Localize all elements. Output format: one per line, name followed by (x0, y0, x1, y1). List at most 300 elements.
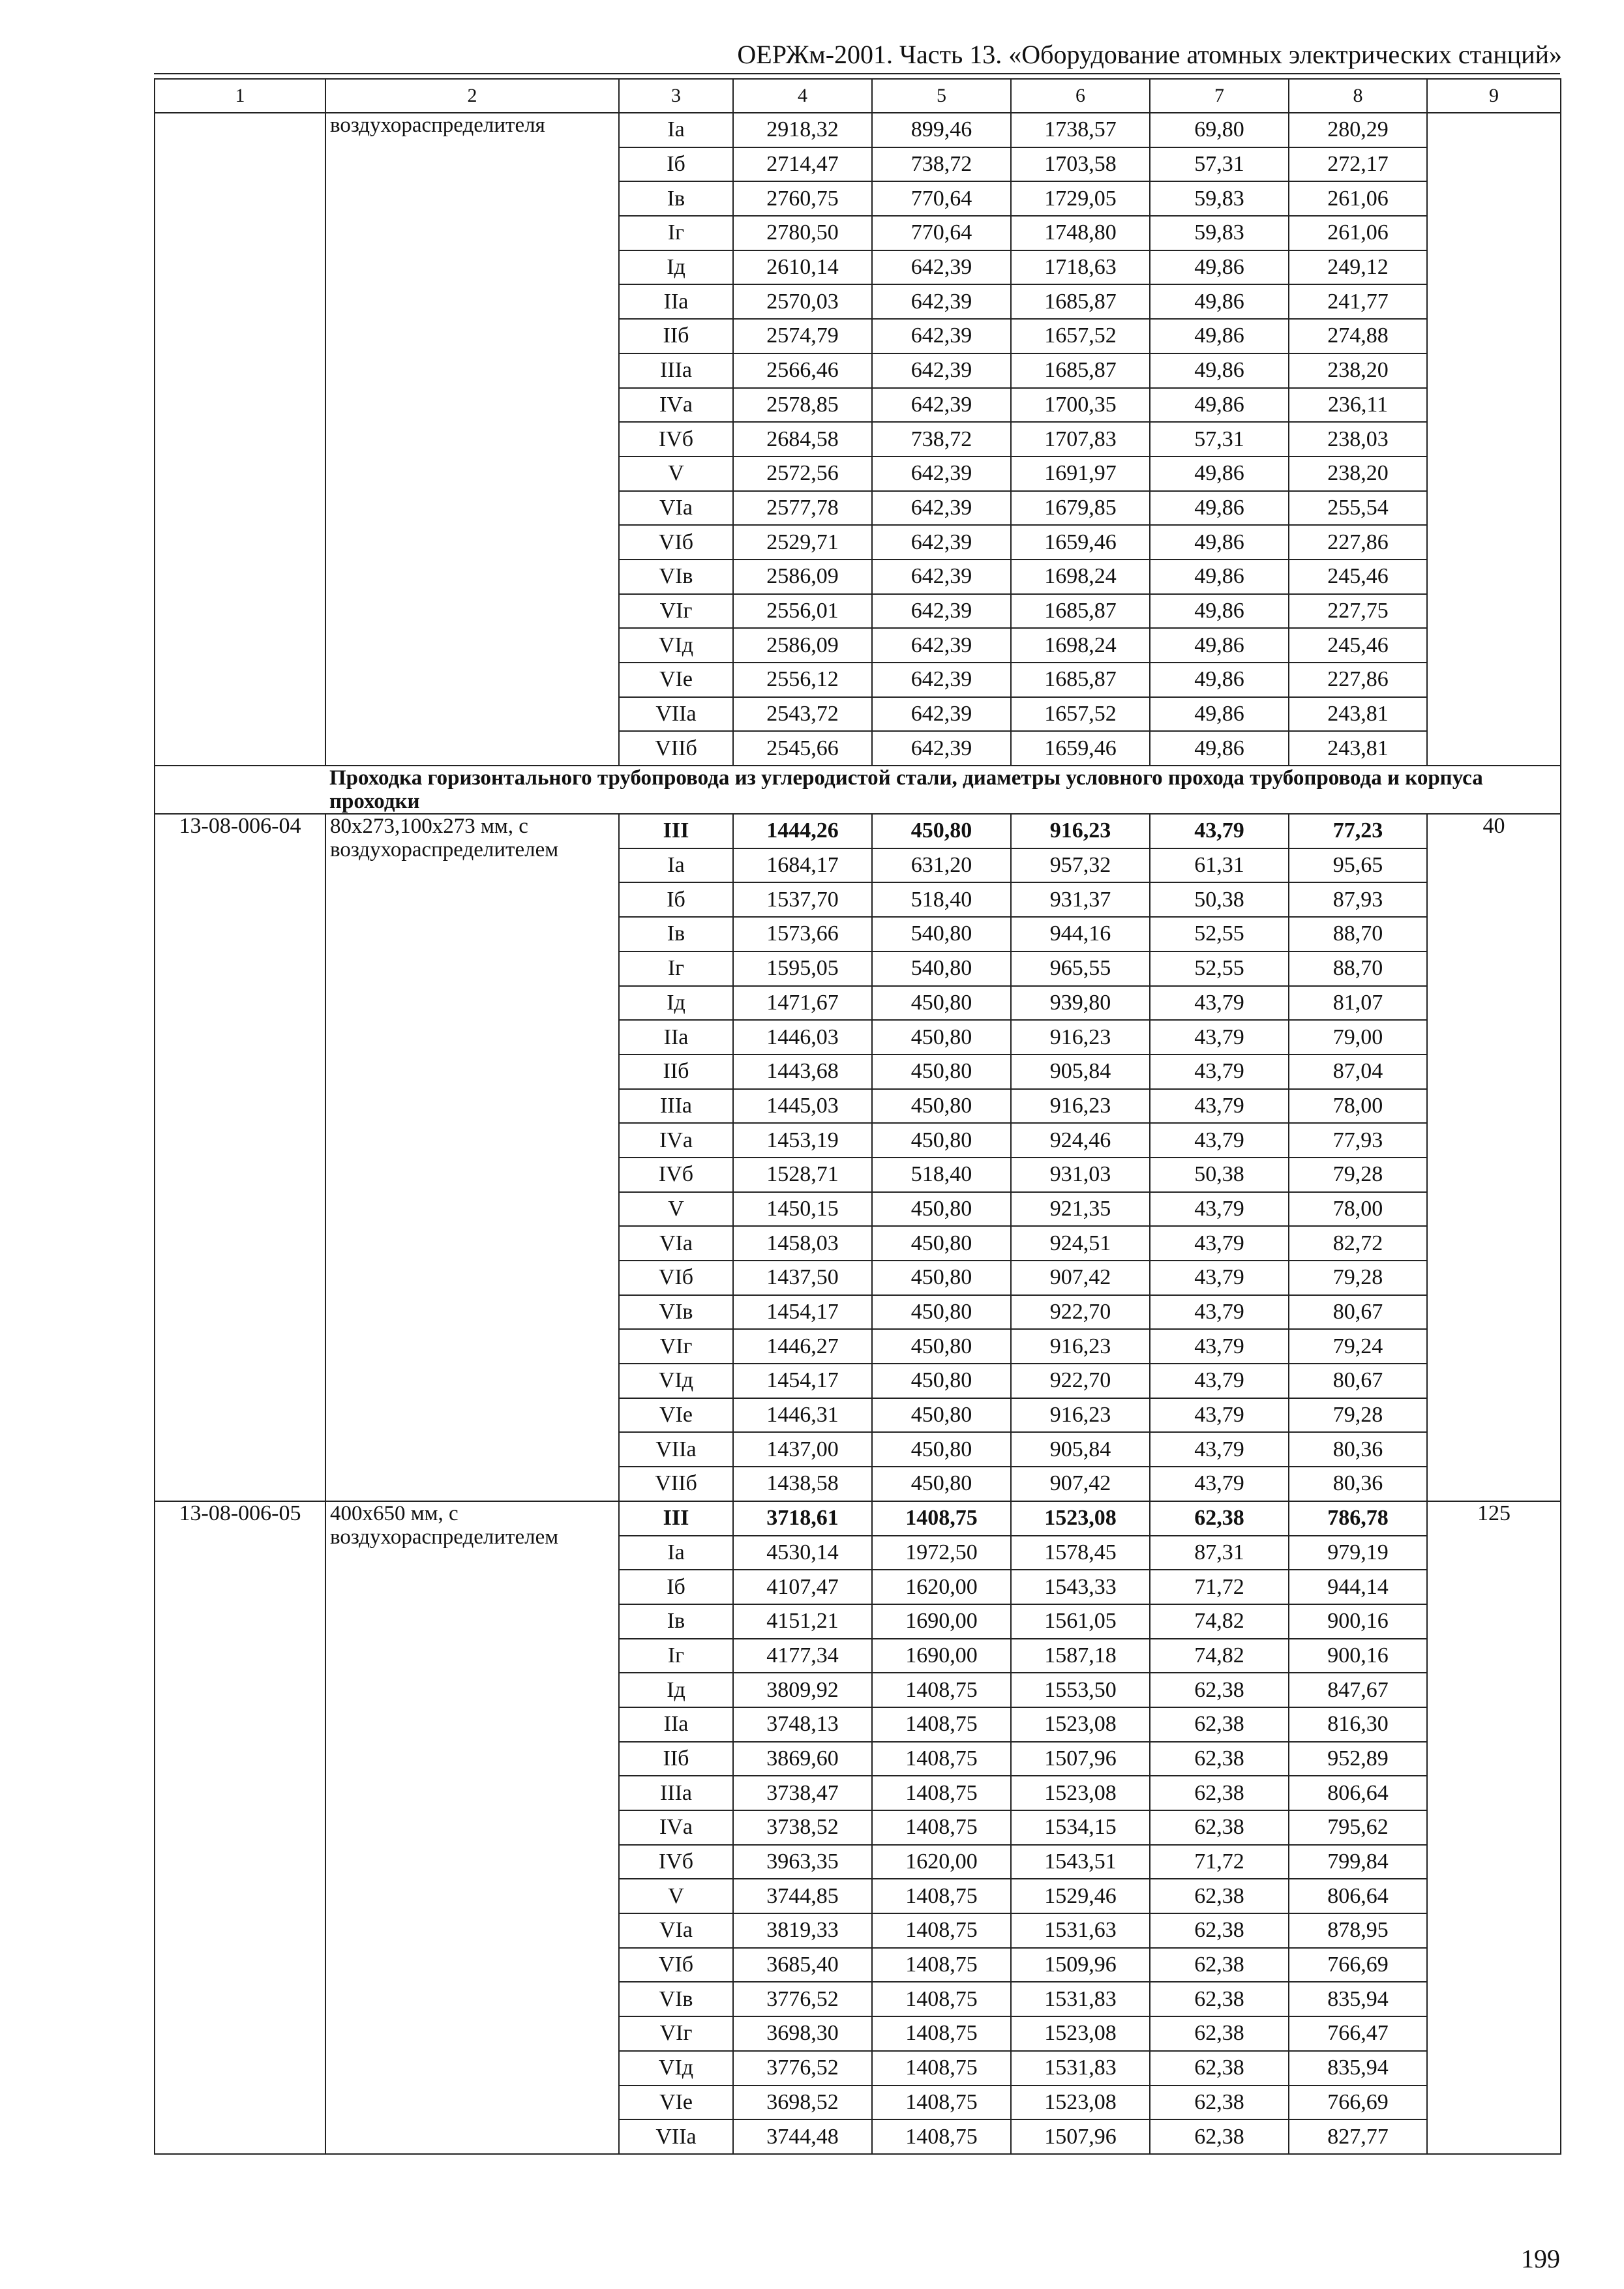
labor-cost: 642,39 (872, 284, 1011, 319)
column-number: 4 (733, 79, 872, 113)
machinist-wage: 43,79 (1150, 1055, 1289, 1089)
material-cost: 766,47 (1289, 2016, 1427, 2051)
section-heading-spacer (155, 766, 325, 814)
section-heading-row (155, 766, 1561, 814)
zone-code: Iа (619, 848, 733, 883)
zone-code: V (619, 1879, 733, 1913)
machinist-wage: 49,86 (1150, 319, 1289, 353)
zone-code: Iв (619, 1604, 733, 1639)
zone-code: VIд (619, 2051, 733, 2086)
total-cost: 2556,12 (733, 663, 872, 697)
labor-cost: 450,80 (872, 1226, 1011, 1261)
machinist-wage: 52,55 (1150, 951, 1289, 986)
zone-code: IVа (619, 388, 733, 423)
item-name: воздухораспределителя (325, 113, 619, 766)
zone-code: IVб (619, 1845, 733, 1879)
zone-code: IIа (619, 1020, 733, 1055)
total-cost: 3776,52 (733, 1982, 872, 2016)
machinist-wage: 57,31 (1150, 147, 1289, 182)
material-cost: 766,69 (1289, 1948, 1427, 1982)
material-cost: 786,78 (1289, 1501, 1427, 1536)
zone-code: III (619, 814, 733, 848)
machine-cost: 1578,45 (1011, 1536, 1150, 1570)
labor-cost: 1408,75 (872, 1879, 1011, 1913)
material-cost: 816,30 (1289, 1707, 1427, 1742)
zone-code: VIб (619, 1948, 733, 1982)
machine-cost: 1587,18 (1011, 1639, 1150, 1673)
price-table (154, 78, 1561, 2155)
column-number: 8 (1289, 79, 1427, 113)
total-cost: 2760,75 (733, 181, 872, 216)
machine-cost: 1523,08 (1011, 1501, 1150, 1536)
material-cost: 255,54 (1289, 491, 1427, 526)
total-cost: 1528,71 (733, 1158, 872, 1192)
total-cost: 2578,85 (733, 388, 872, 423)
machinist-wage: 43,79 (1150, 814, 1289, 848)
labor-cost: 738,72 (872, 147, 1011, 182)
labor-cost: 450,80 (872, 1467, 1011, 1501)
machinist-wage: 43,79 (1150, 1123, 1289, 1158)
machinist-wage: 71,72 (1150, 1570, 1289, 1604)
machine-cost: 1507,96 (1011, 2119, 1150, 2154)
labor-cost: 642,39 (872, 697, 1011, 732)
zone-code: Iв (619, 917, 733, 951)
labor-cost: 1972,50 (872, 1536, 1011, 1570)
machine-cost: 1707,83 (1011, 422, 1150, 456)
material-cost: 238,20 (1289, 353, 1427, 388)
labor-cost: 450,80 (872, 1089, 1011, 1124)
zone-code: V (619, 456, 733, 491)
material-cost: 799,84 (1289, 1845, 1427, 1879)
machinist-wage: 49,86 (1150, 560, 1289, 594)
machinist-wage: 50,38 (1150, 882, 1289, 917)
total-cost: 3809,92 (733, 1673, 872, 1707)
labor-cost: 450,80 (872, 986, 1011, 1021)
machine-cost: 1685,87 (1011, 663, 1150, 697)
machine-cost: 1738,57 (1011, 113, 1150, 147)
labor-cost: 642,39 (872, 525, 1011, 560)
zone-code: Iг (619, 951, 733, 986)
machinist-wage: 49,86 (1150, 456, 1289, 491)
machinist-wage: 74,82 (1150, 1604, 1289, 1639)
total-cost: 1437,50 (733, 1261, 872, 1295)
material-cost: 806,64 (1289, 1879, 1427, 1913)
material-cost: 900,16 (1289, 1639, 1427, 1673)
material-cost: 227,86 (1289, 663, 1427, 697)
zone-code: VIIа (619, 1432, 733, 1467)
labor-cost: 1408,75 (872, 1707, 1011, 1742)
machinist-wage: 49,86 (1150, 731, 1289, 766)
machinist-wage: 43,79 (1150, 1329, 1289, 1364)
column-number: 1 (155, 79, 325, 113)
material-cost: 979,19 (1289, 1536, 1427, 1570)
labor-cost: 1408,75 (872, 1501, 1011, 1536)
total-cost: 2586,09 (733, 628, 872, 663)
zone-code: Iд (619, 250, 733, 285)
labor-cost: 1408,75 (872, 2119, 1011, 2154)
machine-cost: 1685,87 (1011, 594, 1150, 629)
material-cost: 900,16 (1289, 1604, 1427, 1639)
material-cost: 766,69 (1289, 2086, 1427, 2120)
material-cost: 79,24 (1289, 1329, 1427, 1364)
machinist-wage: 62,38 (1150, 1982, 1289, 2016)
machine-cost: 944,16 (1011, 917, 1150, 951)
machine-cost: 1659,46 (1011, 731, 1150, 766)
machinist-wage: 43,79 (1150, 1398, 1289, 1433)
column-number: 6 (1011, 79, 1150, 113)
labor-cost: 899,46 (872, 113, 1011, 147)
machine-cost: 1543,51 (1011, 1845, 1150, 1879)
total-cost: 1446,31 (733, 1398, 872, 1433)
machine-cost: 1523,08 (1011, 1776, 1150, 1810)
material-cost: 835,94 (1289, 2051, 1427, 2086)
zone-code: VIг (619, 2016, 733, 2051)
zone-code: VIб (619, 1261, 733, 1295)
labor-cost: 1408,75 (872, 1948, 1011, 1982)
machinist-wage: 62,38 (1150, 1913, 1289, 1948)
machine-cost: 916,23 (1011, 814, 1150, 848)
total-cost: 3738,47 (733, 1776, 872, 1810)
total-cost: 1446,03 (733, 1020, 872, 1055)
header-divider (154, 73, 1560, 74)
total-cost: 1444,26 (733, 814, 872, 848)
total-cost: 3748,13 (733, 1707, 872, 1742)
machinist-wage: 62,38 (1150, 1501, 1289, 1536)
machine-cost: 1523,08 (1011, 2016, 1150, 2051)
machine-cost: 1698,24 (1011, 628, 1150, 663)
total-cost: 1573,66 (733, 917, 872, 951)
total-cost: 1438,58 (733, 1467, 872, 1501)
total-cost: 2545,66 (733, 731, 872, 766)
total-cost: 1454,17 (733, 1295, 872, 1330)
machine-cost: 1523,08 (1011, 1707, 1150, 1742)
material-cost: 80,67 (1289, 1364, 1427, 1398)
machinist-wage: 49,86 (1150, 388, 1289, 423)
total-cost: 3718,61 (733, 1501, 872, 1536)
zone-code: VIг (619, 1329, 733, 1364)
total-cost: 4151,21 (733, 1604, 872, 1639)
column-number: 7 (1150, 79, 1289, 113)
total-cost: 3819,33 (733, 1913, 872, 1948)
document-header-title: ОЕРЖм-2001. Часть 13. «Оборудование атомных электрических станций» (737, 40, 1562, 69)
labor-cost: 642,39 (872, 250, 1011, 285)
material-cost: 241,77 (1289, 284, 1427, 319)
total-cost: 1537,70 (733, 882, 872, 917)
zone-code: VIв (619, 1982, 733, 2016)
machine-cost: 921,35 (1011, 1192, 1150, 1227)
zone-code: Iг (619, 216, 733, 250)
machine-cost: 1685,87 (1011, 353, 1150, 388)
table-row (155, 1501, 1561, 1536)
machinist-wage: 62,38 (1150, 2051, 1289, 2086)
machinist-wage: 62,38 (1150, 2016, 1289, 2051)
material-cost: 77,23 (1289, 814, 1427, 848)
total-cost: 2610,14 (733, 250, 872, 285)
machinist-wage: 49,86 (1150, 594, 1289, 629)
machine-cost: 931,37 (1011, 882, 1150, 917)
item-code (155, 113, 325, 766)
total-cost: 2556,01 (733, 594, 872, 629)
machine-cost: 1698,24 (1011, 560, 1150, 594)
zone-code: IIб (619, 319, 733, 353)
zone-code: VIб (619, 525, 733, 560)
material-cost: 878,95 (1289, 1913, 1427, 1948)
zone-code: VIа (619, 1226, 733, 1261)
material-cost: 87,04 (1289, 1055, 1427, 1089)
total-cost: 2574,79 (733, 319, 872, 353)
machinist-wage: 61,31 (1150, 848, 1289, 883)
material-cost: 795,62 (1289, 1810, 1427, 1845)
machinist-wage: 62,38 (1150, 1673, 1289, 1707)
labor-cost: 1408,75 (872, 1913, 1011, 1948)
machinist-wage: 69,80 (1150, 113, 1289, 147)
labor-cost: 1408,75 (872, 1742, 1011, 1776)
machine-cost: 1529,46 (1011, 1879, 1150, 1913)
total-cost: 4177,34 (733, 1639, 872, 1673)
column-number-row (155, 79, 1561, 113)
zone-code: VIIа (619, 697, 733, 732)
zone-code: Iб (619, 1570, 733, 1604)
machinist-wage: 71,72 (1150, 1845, 1289, 1879)
zone-code: VIIа (619, 2119, 733, 2154)
equipment-price: 40 (1427, 814, 1561, 1501)
machine-cost: 922,70 (1011, 1295, 1150, 1330)
total-cost: 3869,60 (733, 1742, 872, 1776)
machine-cost: 1700,35 (1011, 388, 1150, 423)
material-cost: 238,03 (1289, 422, 1427, 456)
machinist-wage: 43,79 (1150, 1467, 1289, 1501)
total-cost: 2529,71 (733, 525, 872, 560)
zone-code: VIIб (619, 731, 733, 766)
labor-cost: 450,80 (872, 1020, 1011, 1055)
material-cost: 245,46 (1289, 628, 1427, 663)
material-cost: 243,81 (1289, 697, 1427, 732)
column-number: 2 (325, 79, 619, 113)
machine-cost: 1729,05 (1011, 181, 1150, 216)
machinist-wage: 43,79 (1150, 1020, 1289, 1055)
labor-cost: 1408,75 (872, 1810, 1011, 1845)
zone-code: III (619, 1501, 733, 1536)
machine-cost: 965,55 (1011, 951, 1150, 986)
machine-cost: 905,84 (1011, 1055, 1150, 1089)
machinist-wage: 62,38 (1150, 2119, 1289, 2154)
labor-cost: 450,80 (872, 814, 1011, 848)
machinist-wage: 43,79 (1150, 1261, 1289, 1295)
total-cost: 1453,19 (733, 1123, 872, 1158)
total-cost: 3738,52 (733, 1810, 872, 1845)
total-cost: 3698,52 (733, 2086, 872, 2120)
material-cost: 87,93 (1289, 882, 1427, 917)
machine-cost: 1718,63 (1011, 250, 1150, 285)
table-body (155, 79, 1561, 2154)
machinist-wage: 62,38 (1150, 1810, 1289, 1845)
total-cost: 1595,05 (733, 951, 872, 986)
labor-cost: 1620,00 (872, 1845, 1011, 1879)
machine-cost: 1703,58 (1011, 147, 1150, 182)
machinist-wage: 49,86 (1150, 697, 1289, 732)
zone-code: VIв (619, 560, 733, 594)
machinist-wage: 62,38 (1150, 1776, 1289, 1810)
zone-code: IVа (619, 1810, 733, 1845)
item-code: 13-08-006-04 (155, 814, 325, 1501)
machinist-wage: 49,86 (1150, 284, 1289, 319)
machine-cost: 1509,96 (1011, 1948, 1150, 1982)
machine-cost: 957,32 (1011, 848, 1150, 883)
labor-cost: 770,64 (872, 216, 1011, 250)
machine-cost: 1523,08 (1011, 2086, 1150, 2120)
labor-cost: 450,80 (872, 1432, 1011, 1467)
machinist-wage: 43,79 (1150, 1089, 1289, 1124)
labor-cost: 450,80 (872, 1123, 1011, 1158)
machine-cost: 916,23 (1011, 1398, 1150, 1433)
machinist-wage: 52,55 (1150, 917, 1289, 951)
labor-cost: 631,20 (872, 848, 1011, 883)
zone-code: VIа (619, 491, 733, 526)
material-cost: 944,14 (1289, 1570, 1427, 1604)
zone-code: IIIа (619, 1776, 733, 1810)
total-cost: 2570,03 (733, 284, 872, 319)
total-cost: 2543,72 (733, 697, 872, 732)
equipment-price: 125 (1427, 1501, 1561, 2154)
equipment-price (1427, 113, 1561, 766)
total-cost: 1454,17 (733, 1364, 872, 1398)
labor-cost: 1408,75 (872, 1982, 1011, 2016)
machine-cost: 916,23 (1011, 1020, 1150, 1055)
table-row (155, 814, 1561, 848)
material-cost: 847,67 (1289, 1673, 1427, 1707)
material-cost: 80,36 (1289, 1432, 1427, 1467)
material-cost: 78,00 (1289, 1192, 1427, 1227)
total-cost: 1458,03 (733, 1226, 872, 1261)
section-heading: Проходка горизонтального трубопровода из углеродистой стали, диаметры условного прохода трубопровода и корпуса проходки (325, 766, 1561, 814)
zone-code: VIIб (619, 1467, 733, 1501)
machinist-wage: 43,79 (1150, 1364, 1289, 1398)
material-cost: 79,28 (1289, 1261, 1427, 1295)
material-cost: 249,12 (1289, 250, 1427, 285)
machine-cost: 1657,52 (1011, 319, 1150, 353)
zone-code: VIг (619, 594, 733, 629)
material-cost: 243,81 (1289, 731, 1427, 766)
total-cost: 3698,30 (733, 2016, 872, 2051)
total-cost: 4530,14 (733, 1536, 872, 1570)
labor-cost: 1408,75 (872, 1776, 1011, 1810)
machine-cost: 1543,33 (1011, 1570, 1150, 1604)
zone-code: VIа (619, 1913, 733, 1948)
machinist-wage: 62,38 (1150, 1879, 1289, 1913)
material-cost: 95,65 (1289, 848, 1427, 883)
total-cost: 1450,15 (733, 1192, 872, 1227)
zone-code: IIб (619, 1055, 733, 1089)
labor-cost: 518,40 (872, 1158, 1011, 1192)
material-cost: 77,93 (1289, 1123, 1427, 1158)
zone-code: IIIа (619, 353, 733, 388)
material-cost: 806,64 (1289, 1776, 1427, 1810)
zone-code: VIе (619, 663, 733, 697)
material-cost: 236,11 (1289, 388, 1427, 423)
machinist-wage: 74,82 (1150, 1639, 1289, 1673)
labor-cost: 642,39 (872, 319, 1011, 353)
material-cost: 227,75 (1289, 594, 1427, 629)
total-cost: 3685,40 (733, 1948, 872, 1982)
machine-cost: 1534,15 (1011, 1810, 1150, 1845)
machine-cost: 905,84 (1011, 1432, 1150, 1467)
machine-cost: 1531,83 (1011, 1982, 1150, 2016)
machine-cost: 922,70 (1011, 1364, 1150, 1398)
machine-cost: 1657,52 (1011, 697, 1150, 732)
machinist-wage: 49,86 (1150, 353, 1289, 388)
total-cost: 2566,46 (733, 353, 872, 388)
zone-code: VIд (619, 628, 733, 663)
machinist-wage: 62,38 (1150, 2086, 1289, 2120)
material-cost: 272,17 (1289, 147, 1427, 182)
machine-cost: 939,80 (1011, 986, 1150, 1021)
machine-cost: 924,46 (1011, 1123, 1150, 1158)
zone-code: VIд (619, 1364, 733, 1398)
machine-cost: 1553,50 (1011, 1673, 1150, 1707)
total-cost: 3744,85 (733, 1879, 872, 1913)
machine-cost: 907,42 (1011, 1467, 1150, 1501)
machinist-wage: 87,31 (1150, 1536, 1289, 1570)
total-cost: 1443,68 (733, 1055, 872, 1089)
material-cost: 79,00 (1289, 1020, 1427, 1055)
machinist-wage: 49,86 (1150, 663, 1289, 697)
material-cost: 88,70 (1289, 951, 1427, 986)
column-number: 3 (619, 79, 733, 113)
machinist-wage: 49,86 (1150, 250, 1289, 285)
material-cost: 88,70 (1289, 917, 1427, 951)
labor-cost: 450,80 (872, 1055, 1011, 1089)
machine-cost: 924,51 (1011, 1226, 1150, 1261)
material-cost: 261,06 (1289, 216, 1427, 250)
material-cost: 245,46 (1289, 560, 1427, 594)
machine-cost: 1561,05 (1011, 1604, 1150, 1639)
labor-cost: 1690,00 (872, 1604, 1011, 1639)
labor-cost: 642,39 (872, 731, 1011, 766)
material-cost: 79,28 (1289, 1158, 1427, 1192)
labor-cost: 642,39 (872, 663, 1011, 697)
zone-code: Iв (619, 181, 733, 216)
column-number: 5 (872, 79, 1011, 113)
machinist-wage: 62,38 (1150, 1707, 1289, 1742)
labor-cost: 1408,75 (872, 1673, 1011, 1707)
page-number: 199 (1521, 2244, 1560, 2273)
machinist-wage: 59,83 (1150, 181, 1289, 216)
machine-cost: 1748,80 (1011, 216, 1150, 250)
machine-cost: 1685,87 (1011, 284, 1150, 319)
machinist-wage: 49,86 (1150, 628, 1289, 663)
total-cost: 2714,47 (733, 147, 872, 182)
zone-code: IIIа (619, 1089, 733, 1124)
total-cost: 2780,50 (733, 216, 872, 250)
table-row (155, 113, 1561, 147)
zone-code: VIе (619, 1398, 733, 1433)
labor-cost: 1408,75 (872, 2016, 1011, 2051)
labor-cost: 642,39 (872, 560, 1011, 594)
total-cost: 1446,27 (733, 1329, 872, 1364)
zone-code: IIб (619, 1742, 733, 1776)
zone-code: VIв (619, 1295, 733, 1330)
machine-cost: 1531,63 (1011, 1913, 1150, 1948)
labor-cost: 540,80 (872, 951, 1011, 986)
labor-cost: 642,39 (872, 353, 1011, 388)
labor-cost: 450,80 (872, 1261, 1011, 1295)
total-cost: 2684,58 (733, 422, 872, 456)
labor-cost: 450,80 (872, 1295, 1011, 1330)
total-cost: 1684,17 (733, 848, 872, 883)
machinist-wage: 43,79 (1150, 986, 1289, 1021)
zone-code: Iа (619, 1536, 733, 1570)
zone-code: Iа (619, 113, 733, 147)
